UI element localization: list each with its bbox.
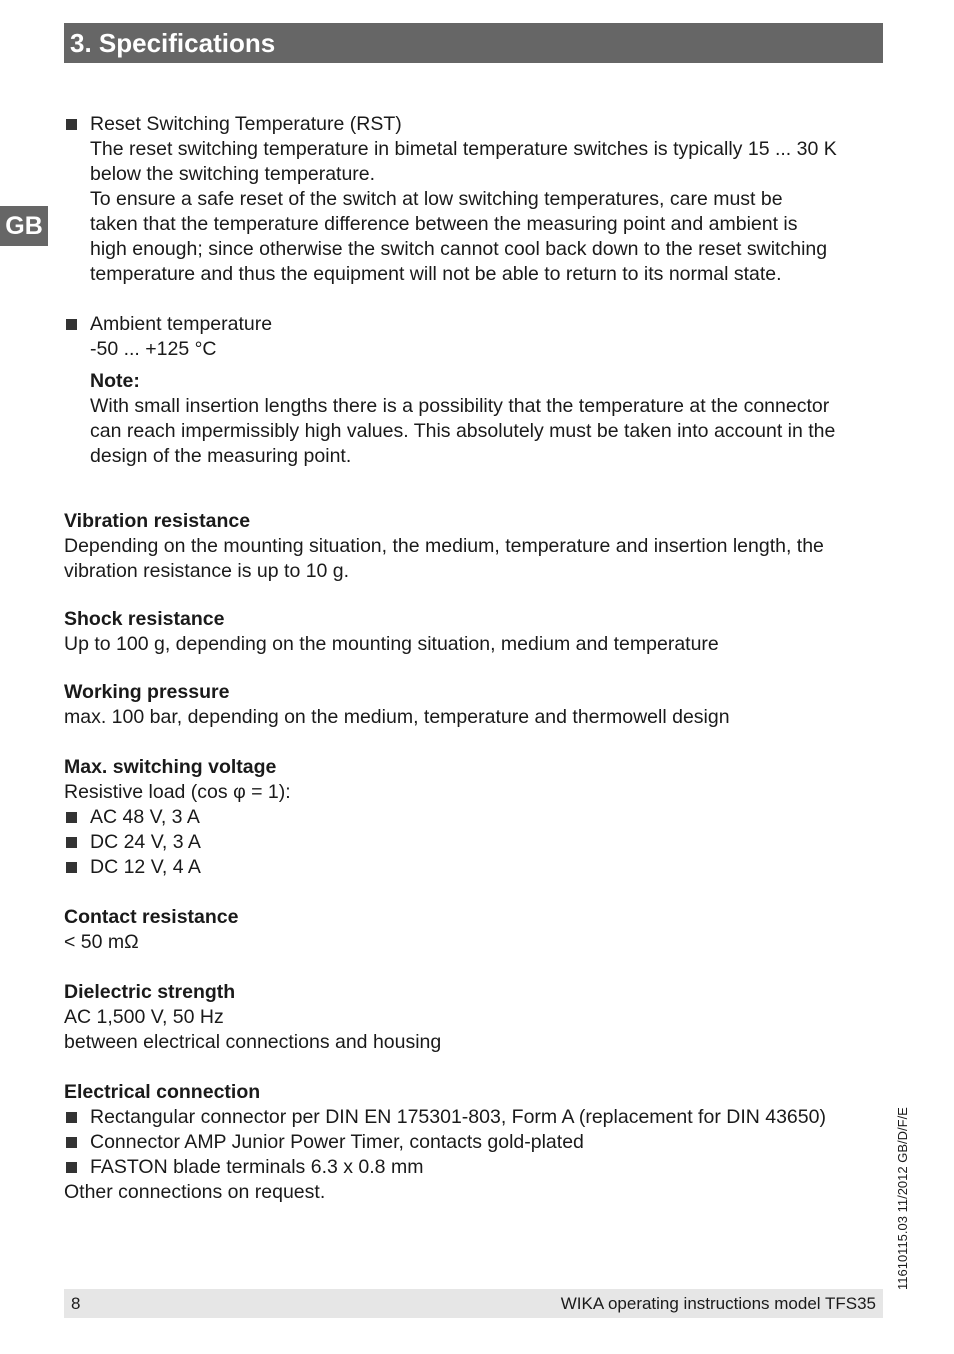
page-footer — [64, 1289, 883, 1318]
rst-label: Reset Switching Temperature (RST) — [90, 113, 402, 135]
bullet-square-icon — [66, 1137, 77, 1148]
bullet-square-icon — [66, 862, 77, 873]
dielectric-text-line: AC 1,500 V, 50 Hz — [64, 1006, 224, 1028]
dielectric-text-line: between electrical connections and housing — [64, 1031, 442, 1053]
list-item-rst — [64, 112, 884, 287]
list-item — [64, 855, 884, 880]
shock-text: Up to 100 g, depending on the mounting situation, medium and temperature — [64, 633, 719, 655]
list-item — [64, 1105, 884, 1130]
section-title: 3. Specifications — [70, 28, 276, 58]
electrical-title: Electrical connection — [64, 1081, 261, 1103]
rst-text-line: high enough; since otherwise the switch cannot cool back down to the reset switching — [90, 238, 828, 260]
rst-text-line: To ensure a safe reset of the switch at low switching temperatures, care must be — [90, 188, 783, 210]
list-item — [64, 1130, 884, 1155]
bullet-square-icon — [66, 319, 77, 330]
voltage-intro: Resistive load (cos φ = 1): — [64, 781, 291, 803]
language-tab: GB — [0, 206, 48, 246]
contact-title: Contact resistance — [64, 906, 239, 928]
note-label: Note: — [90, 370, 140, 392]
page-content — [64, 112, 884, 1205]
contact-text: < 50 mΩ — [64, 931, 139, 953]
shock-title: Shock resistance — [64, 608, 225, 630]
dielectric-title: Dielectric strength — [64, 981, 236, 1003]
vibration-text-line: Depending on the mounting situation, the medium, temperature and insertion length, the — [64, 535, 824, 557]
note-text-line: With small insertion lengths there is a possibility that the temperature at the connector — [90, 395, 830, 417]
document-code: 11610115.03 11/2012 GB/D/F/E — [895, 1107, 910, 1290]
ambient-value: -50 ... +125 °C — [90, 338, 217, 360]
list-item — [64, 830, 884, 855]
electrical-item: FASTON blade terminals 6.3 x 0.8 mm — [90, 1156, 424, 1178]
bullet-square-icon — [66, 119, 77, 130]
footer-title: WIKA operating instructions model TFS35 — [560, 1294, 876, 1313]
pressure-title: Working pressure — [64, 681, 230, 703]
list-item-ambient — [64, 312, 884, 469]
voltage-item: AC 48 V, 3 A — [90, 806, 200, 828]
vibration-title: Vibration resistance — [64, 510, 251, 532]
rst-text-line: The reset switching temperature in bimetal temperature switches is typically 15 ... 30 K — [90, 138, 837, 160]
voltage-item: DC 12 V, 4 A — [90, 856, 201, 878]
electrical-item: Connector AMP Junior Power Timer, contacts gold-plated — [90, 1131, 584, 1153]
ambient-label: Ambient temperature — [90, 313, 273, 335]
vibration-text-line: vibration resistance is up to 10 g. — [64, 560, 350, 582]
bullet-square-icon — [66, 812, 77, 823]
bullet-square-icon — [66, 1112, 77, 1123]
pressure-text: max. 100 bar, depending on the medium, temperature and thermowell design — [64, 706, 730, 728]
list-item — [64, 805, 884, 830]
electrical-footer-text: Other connections on request. — [64, 1181, 326, 1203]
list-item — [64, 1155, 884, 1180]
rst-text-line: taken that the temperature difference between the measuring point and ambient is — [90, 213, 798, 235]
bullet-square-icon — [66, 837, 77, 848]
voltage-title: Max. switching voltage — [64, 756, 277, 778]
voltage-item: DC 24 V, 3 A — [90, 831, 201, 853]
bullet-square-icon — [66, 1162, 77, 1173]
rst-text-line: below the switching temperature. — [90, 163, 376, 185]
rst-text-line: temperature and thus the equipment will not be able to return to its normal state. — [90, 263, 782, 285]
note-text-line: can reach impermissibly high values. This absolutely must be taken into account in the — [90, 420, 836, 442]
section-header-bar — [64, 23, 883, 63]
page-number: 8 — [71, 1294, 81, 1313]
electrical-item: Rectangular connector per DIN EN 175301-803, Form A (replacement for DIN 43650) — [90, 1106, 826, 1128]
note-text-line: design of the measuring point. — [90, 445, 352, 467]
